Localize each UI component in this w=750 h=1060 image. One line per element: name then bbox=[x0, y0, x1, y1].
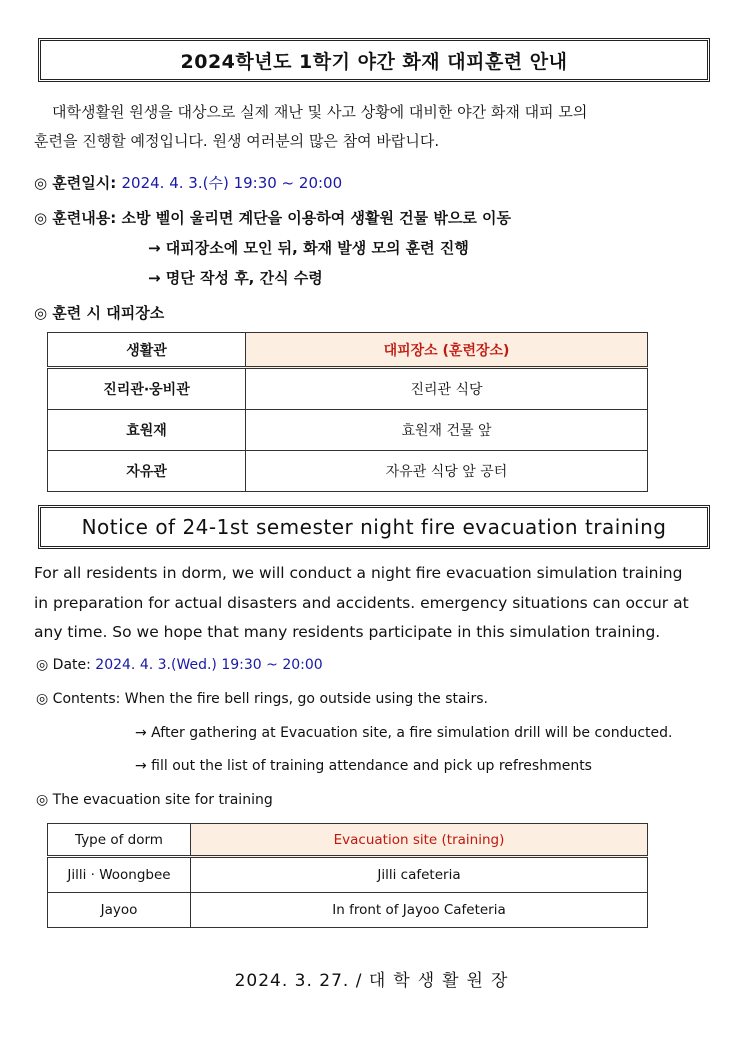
english-intro-line-2: in preparation for actual disasters and accidents. emergency situations can occur at bbox=[34, 593, 689, 612]
korean-intro-line-1: 대학생활원 원생을 대상으로 실제 재난 및 사고 상황에 대비한 야간 화재 대피 모의 bbox=[52, 103, 588, 121]
footer-organization: 대학생활원장 bbox=[368, 971, 516, 991]
table-cell-dorm: 효원재 bbox=[48, 410, 246, 451]
table-cell-dorm: Jayoo bbox=[48, 893, 191, 928]
korean-content-sub-1: → 대피장소에 모인 뒤, 화재 발생 모의 훈련 진행 bbox=[148, 239, 469, 257]
korean-date-value: 2024. 4. 3.(수) 19:30 ~ 20:00 bbox=[121, 174, 343, 192]
english-intro-line-1: For all residents in dorm, we will conduct a night fire evacuation simulation training bbox=[34, 564, 683, 582]
english-date-line bbox=[36, 657, 323, 673]
korean-intro-paragraph bbox=[34, 98, 718, 156]
table-header-cell: Evacuation site (training) bbox=[191, 824, 648, 857]
korean-site-label: ◎ 훈련 시 대피장소 bbox=[34, 304, 165, 322]
english-content-sub-1: → After gathering at Evacuation site, a fire simulation drill will be conducted. bbox=[135, 725, 673, 741]
korean-date-label: ◎ 훈련일시: bbox=[34, 174, 122, 192]
english-intro-line-3: any time. So we hope that many residents participate in this simulation training. bbox=[34, 623, 661, 641]
english-intro-paragraph bbox=[34, 559, 718, 648]
table-cell-dorm: 진리관·웅비관 bbox=[48, 368, 246, 410]
english-evacuation-table bbox=[47, 823, 648, 928]
english-site-label: ◎ The evacuation site for training bbox=[36, 792, 273, 808]
table-row bbox=[48, 410, 648, 451]
table-cell-dorm: Jilli · Woongbee bbox=[48, 857, 191, 893]
footer-signature bbox=[0, 966, 750, 991]
korean-content-label: ◎ 훈련내용: bbox=[34, 209, 122, 227]
table-row bbox=[48, 893, 648, 928]
table-cell-dorm: 자유관 bbox=[48, 451, 246, 492]
table-header-cell: Type of dorm bbox=[48, 824, 191, 857]
korean-intro-line-2: 훈련을 진행할 예정입니다. 원생 여러분의 많은 참여 바랍니다. bbox=[34, 132, 440, 150]
table-cell-site: 자유관 식당 앞 공터 bbox=[246, 451, 648, 492]
table-cell-site: Jilli cafeteria bbox=[191, 857, 648, 893]
footer-date: 2024. 3. 27. / bbox=[234, 971, 369, 991]
english-date-value: 2024. 4. 3.(Wed.) 19:30 ~ 20:00 bbox=[95, 657, 323, 673]
korean-notice-title: 2024학년도 1학기 야간 화재 대피훈련 안내 bbox=[38, 38, 710, 82]
table-row bbox=[48, 857, 648, 893]
korean-evacuation-table bbox=[47, 332, 648, 492]
korean-content-line bbox=[34, 207, 511, 228]
english-content-sub-2: → fill out the list of training attendance and pick up refreshments bbox=[135, 758, 592, 774]
table-cell-site: In front of Jayoo Cafeteria bbox=[191, 893, 648, 928]
table-header-row bbox=[48, 333, 648, 368]
table-row bbox=[48, 368, 648, 410]
table-row bbox=[48, 451, 648, 492]
table-header-cell: 생활관 bbox=[48, 333, 246, 368]
korean-content-sub-2: → 명단 작성 후, 간식 수령 bbox=[148, 269, 323, 287]
table-cell-site: 진리관 식당 bbox=[246, 368, 648, 410]
korean-content-value: 소방 벨이 울리면 계단을 이용하여 생활원 건물 밖으로 이동 bbox=[121, 209, 512, 227]
english-notice-title: Notice of 24-1st semester night fire evacuation training bbox=[38, 505, 710, 549]
korean-date-line bbox=[34, 172, 342, 193]
table-header-cell: 대피장소 (훈련장소) bbox=[246, 333, 648, 368]
table-cell-site: 효원재 건물 앞 bbox=[246, 410, 648, 451]
table-header-row bbox=[48, 824, 648, 857]
english-content-line: ◎ Contents: When the fire bell rings, go outside using the stairs. bbox=[36, 691, 488, 707]
english-date-label: ◎ Date: bbox=[36, 657, 96, 673]
